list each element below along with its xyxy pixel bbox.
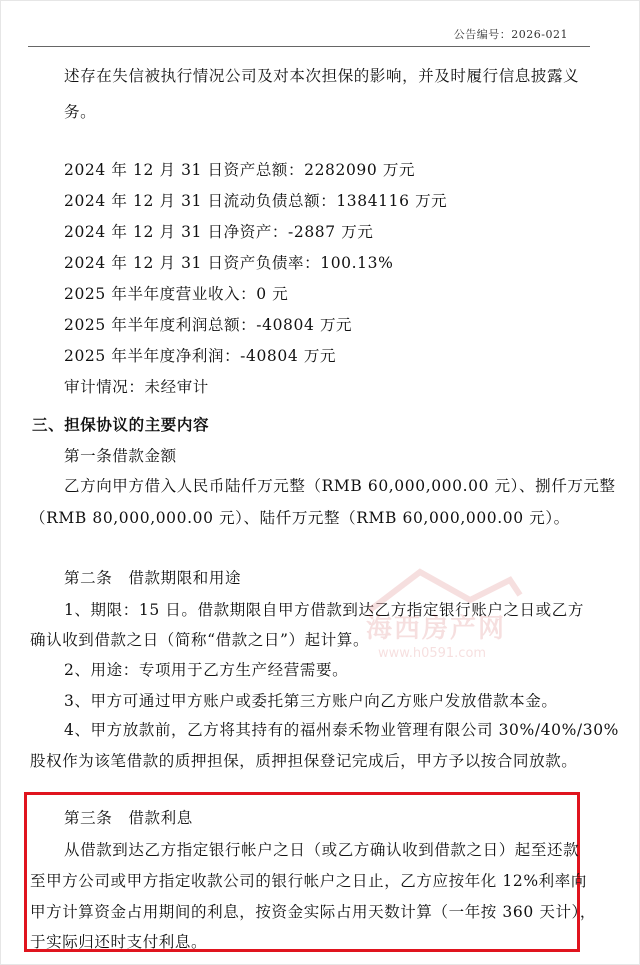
article-3-line-4: 于实际归还时支付利息。 <box>30 933 208 951</box>
financial-debt-ratio: 2024 年 12 月 31 日资产负债率：100.13% <box>64 254 394 272</box>
financial-audit-status: 审计情况：未经审计 <box>64 378 209 396</box>
article-2-line-6: 股权作为该笔借款的质押担保，质押担保登记完成后，甲方予以按合同放款。 <box>30 752 578 770</box>
article-3-line-2: 至甲方公司或甲方指定收款公司的银行帐户之日止，乙方应按年化 12%利率向 <box>30 872 587 890</box>
article-2-title: 第二条 借款期限和用途 <box>64 569 242 587</box>
article-2-line-1: 1、期限：15 日。借款期限自甲方借款到达乙方指定银行账户之日或乙方 <box>64 601 584 619</box>
article-3-line-3: 甲方计算资金占用期间的利息，按资金实际占用天数计算（一年按 360 天计）， <box>30 903 596 921</box>
watermark-url: www.h0591.com <box>378 646 487 661</box>
article-2-line-5: 4、甲方放款前，乙方将其持有的福州泰禾物业管理有限公司 30%/40%/30% <box>64 721 619 739</box>
financial-total-profit: 2025 年半年度利润总额：-40804 万元 <box>64 316 353 334</box>
article-1-line-2: （RMB 80,000,000.00 元）、陆仟万元整（RMB 60,000,000.00 元）。 <box>30 509 570 527</box>
article-1-title: 第一条借款金额 <box>64 447 177 465</box>
financial-net-assets: 2024 年 12 月 31 日净资产：-2887 万元 <box>64 223 374 241</box>
financial-total-assets: 2024 年 12 月 31 日资产总额：2282090 万元 <box>64 161 416 179</box>
financial-revenue: 2025 年半年度营业收入：0 元 <box>64 285 289 303</box>
financial-current-liabilities: 2024 年 12 月 31 日流动负债总额：1384116 万元 <box>64 192 448 210</box>
article-3-title: 第三条 借款利息 <box>64 809 193 827</box>
section-3-title: 三、担保协议的主要内容 <box>32 415 210 434</box>
header-divider <box>28 46 590 47</box>
article-2-line-2: 确认收到借款之日（简称“借款之日”）起计算。 <box>30 631 370 649</box>
article-3-line-1: 从借款到达乙方指定银行帐户之日（或乙方确认收到借款之日）起至还款 <box>64 841 580 859</box>
financial-net-profit: 2025 年半年度净利润：-40804 万元 <box>64 347 337 365</box>
intro-line-2: 务。 <box>64 103 97 121</box>
article-1-line-1: 乙方向甲方借入人民币陆仟万元整（RMB 60,000,000.00 元）、捌仟万元整 <box>64 477 616 495</box>
watermark-brand: 海西房产网 <box>366 614 507 644</box>
intro-line-1: 述存在失信被执行情况公司及对本次担保的影响，并及时履行信息披露义 <box>64 67 580 85</box>
article-2-line-4: 3、甲方可通过甲方账户或委托第三方账户向乙方账户发放借款本金。 <box>64 692 558 710</box>
article-2-line-3: 2、用途：专项用于乙方生产经营需要。 <box>64 661 349 679</box>
announcement-number: 公告编号：2026-021 <box>453 28 568 41</box>
